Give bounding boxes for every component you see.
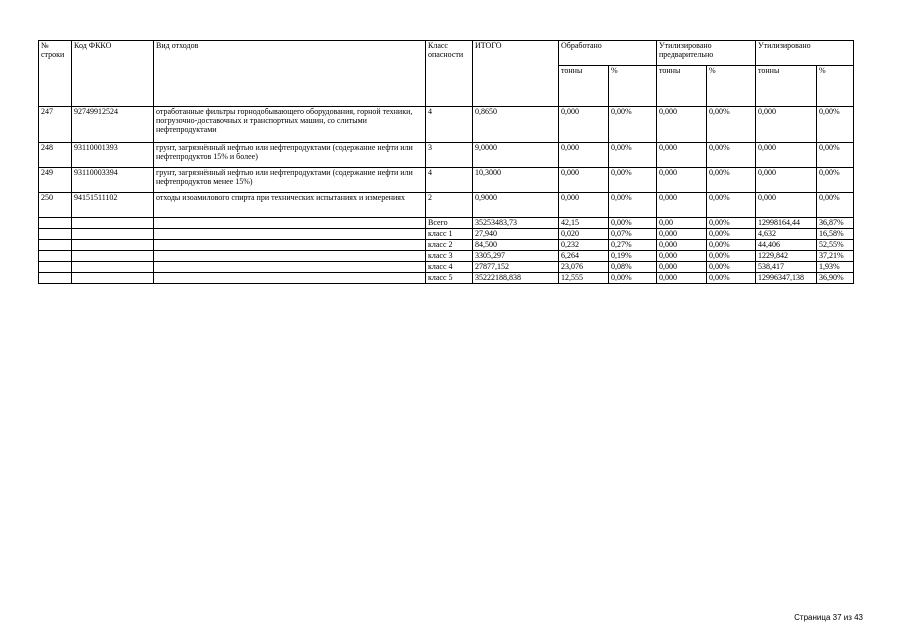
row-processed-tons: 0,000 bbox=[559, 143, 609, 168]
summary-processed-tons: 0,232 bbox=[559, 240, 609, 251]
summary-processed-pct: 0,00% bbox=[609, 273, 657, 284]
summary-util-tons: 12996347,138 bbox=[756, 273, 817, 284]
summary-pre-tons: 0,000 bbox=[657, 262, 707, 273]
row-processed-pct: 0,00% bbox=[609, 168, 657, 193]
summary-pre-pct: 0,00% bbox=[707, 262, 756, 273]
row-class: 4 bbox=[426, 107, 473, 143]
empty-cell bbox=[39, 240, 72, 251]
header-row bbox=[39, 41, 854, 66]
summary-util-tons: 12998164,44 bbox=[756, 218, 817, 229]
subheader-pct: % bbox=[707, 66, 756, 107]
summary-pre-tons: 0,000 bbox=[657, 273, 707, 284]
row-num: 247 bbox=[39, 107, 72, 143]
row-num: 249 bbox=[39, 168, 72, 193]
empty-cell bbox=[72, 251, 154, 262]
summary-processed-tons: 42,15 bbox=[559, 218, 609, 229]
row-util-tons: 0,000 bbox=[756, 193, 817, 218]
summary-pre-tons: 0,00 bbox=[657, 218, 707, 229]
summary-total: 27877,152 bbox=[473, 262, 559, 273]
empty-cell bbox=[39, 229, 72, 240]
summary-label: класс 2 bbox=[426, 240, 473, 251]
empty-cell bbox=[72, 262, 154, 273]
summary-total: 3305,297 bbox=[473, 251, 559, 262]
row-waste-name: отходы изоамилового спирта при технических испытаниях и измерениях bbox=[154, 193, 426, 218]
header-utilized-pre: Утилизировано предварительно bbox=[657, 41, 756, 66]
summary-util-pct: 1,93% bbox=[817, 262, 854, 273]
row-processed-tons: 0,000 bbox=[559, 193, 609, 218]
subheader-tons: тонны bbox=[559, 66, 609, 107]
summary-processed-pct: 0,08% bbox=[609, 262, 657, 273]
empty-cell bbox=[154, 229, 426, 240]
summary-row bbox=[39, 262, 854, 273]
row-processed-pct: 0,00% bbox=[609, 193, 657, 218]
waste-table bbox=[38, 40, 854, 284]
row-waste-name: грунт, загрязнённый нефтью или нефтепродуктами (содержание нефти или нефтепродуктов 15% и более) bbox=[154, 143, 426, 168]
summary-util-tons: 1229,842 bbox=[756, 251, 817, 262]
summary-processed-pct: 0,00% bbox=[609, 218, 657, 229]
row-util-tons: 0,000 bbox=[756, 168, 817, 193]
summary-processed-tons: 6,264 bbox=[559, 251, 609, 262]
empty-cell bbox=[154, 240, 426, 251]
summary-util-pct: 36,90% bbox=[817, 273, 854, 284]
summary-util-pct: 36,87% bbox=[817, 218, 854, 229]
row-pre-tons: 0,000 bbox=[657, 168, 707, 193]
summary-processed-tons: 0,020 bbox=[559, 229, 609, 240]
summary-pre-tons: 0,000 bbox=[657, 229, 707, 240]
row-processed-pct: 0,00% bbox=[609, 143, 657, 168]
summary-processed-tons: 23,076 bbox=[559, 262, 609, 273]
summary-label: класс 3 bbox=[426, 251, 473, 262]
summary-pre-pct: 0,00% bbox=[707, 229, 756, 240]
header-hazard-class: Класс опасности bbox=[426, 41, 473, 107]
row-class: 4 bbox=[426, 168, 473, 193]
summary-row bbox=[39, 251, 854, 262]
row-pre-tons: 0,000 bbox=[657, 193, 707, 218]
table-row bbox=[39, 143, 854, 168]
row-code: 93110003394 bbox=[72, 168, 154, 193]
empty-cell bbox=[154, 218, 426, 229]
summary-processed-pct: 0,27% bbox=[609, 240, 657, 251]
subheader-pct: % bbox=[609, 66, 657, 107]
empty-cell bbox=[154, 262, 426, 273]
empty-cell bbox=[39, 262, 72, 273]
empty-cell bbox=[39, 273, 72, 284]
row-pre-pct: 0,00% bbox=[707, 143, 756, 168]
empty-cell bbox=[154, 251, 426, 262]
summary-total: 35253483,73 bbox=[473, 218, 559, 229]
summary-label: Всего bbox=[426, 218, 473, 229]
header-processed: Обработано bbox=[559, 41, 657, 66]
subheader-tons: тонны bbox=[657, 66, 707, 107]
summary-pre-pct: 0,00% bbox=[707, 240, 756, 251]
row-total: 0,8650 bbox=[473, 107, 559, 143]
row-pre-tons: 0,000 bbox=[657, 143, 707, 168]
row-num: 250 bbox=[39, 193, 72, 218]
summary-util-tons: 538,417 bbox=[756, 262, 817, 273]
summary-processed-tons: 12,555 bbox=[559, 273, 609, 284]
row-total: 10,3000 bbox=[473, 168, 559, 193]
empty-cell bbox=[39, 251, 72, 262]
row-processed-tons: 0,000 bbox=[559, 107, 609, 143]
summary-total: 35222188,838 bbox=[473, 273, 559, 284]
summary-pre-tons: 0,000 bbox=[657, 251, 707, 262]
row-code: 93110001393 bbox=[72, 143, 154, 168]
summary-label: класс 5 bbox=[426, 273, 473, 284]
row-util-pct: 0,00% bbox=[817, 193, 854, 218]
header-num: № строки bbox=[39, 41, 72, 107]
summary-label: класс 1 bbox=[426, 229, 473, 240]
row-code: 92749912524 bbox=[72, 107, 154, 143]
empty-cell bbox=[72, 218, 154, 229]
empty-cell bbox=[39, 218, 72, 229]
summary-util-tons: 4,632 bbox=[756, 229, 817, 240]
table-row bbox=[39, 168, 854, 193]
row-pre-pct: 0,00% bbox=[707, 107, 756, 143]
summary-pre-pct: 0,00% bbox=[707, 251, 756, 262]
row-class: 3 bbox=[426, 143, 473, 168]
summary-pre-pct: 0,00% bbox=[707, 273, 756, 284]
row-pre-pct: 0,00% bbox=[707, 193, 756, 218]
empty-cell bbox=[72, 273, 154, 284]
row-total: 9,0000 bbox=[473, 143, 559, 168]
row-waste-name: грунт, загрязнённый нефтью или нефтепродуктами (содержание нефти или нефтепродуктов менее 15%) bbox=[154, 168, 426, 193]
row-class: 2 bbox=[426, 193, 473, 218]
row-util-pct: 0,00% bbox=[817, 143, 854, 168]
summary-util-pct: 37,21% bbox=[817, 251, 854, 262]
header-total: ИТОГО bbox=[473, 41, 559, 107]
summary-row bbox=[39, 273, 854, 284]
summary-label: класс 4 bbox=[426, 262, 473, 273]
summary-util-tons: 44,406 bbox=[756, 240, 817, 251]
empty-cell bbox=[72, 240, 154, 251]
header-utilized: Утилизировано bbox=[756, 41, 854, 66]
summary-pre-pct: 0,00% bbox=[707, 218, 756, 229]
row-processed-pct: 0,00% bbox=[609, 107, 657, 143]
summary-processed-pct: 0,19% bbox=[609, 251, 657, 262]
page-number: Страница 37 из 43 bbox=[794, 613, 863, 622]
row-util-pct: 0,00% bbox=[817, 107, 854, 143]
row-util-pct: 0,00% bbox=[817, 168, 854, 193]
table-row bbox=[39, 107, 854, 143]
summary-row bbox=[39, 218, 854, 229]
row-num: 248 bbox=[39, 143, 72, 168]
row-waste-name: отработанные фильтры горнодобывающего оборудования, горной техники, погрузочно-доставочных и транспортных машин, со слитыми нефтепродуктами bbox=[154, 107, 426, 143]
empty-cell bbox=[72, 229, 154, 240]
header-waste-type: Вид отходов bbox=[154, 41, 426, 107]
summary-row bbox=[39, 229, 854, 240]
row-util-tons: 0,000 bbox=[756, 107, 817, 143]
summary-total: 27,940 bbox=[473, 229, 559, 240]
header-code: Код ФККО bbox=[72, 41, 154, 107]
row-util-tons: 0,000 bbox=[756, 143, 817, 168]
table-row bbox=[39, 193, 854, 218]
subheader-tons: тонны bbox=[756, 66, 817, 107]
empty-cell bbox=[154, 273, 426, 284]
summary-total: 84,500 bbox=[473, 240, 559, 251]
row-code: 94151511102 bbox=[72, 193, 154, 218]
subheader-pct: % bbox=[817, 66, 854, 107]
row-processed-tons: 0,000 bbox=[559, 168, 609, 193]
summary-pre-tons: 0,000 bbox=[657, 240, 707, 251]
summary-row bbox=[39, 240, 854, 251]
row-pre-pct: 0,00% bbox=[707, 168, 756, 193]
summary-processed-pct: 0,07% bbox=[609, 229, 657, 240]
row-total: 0,9000 bbox=[473, 193, 559, 218]
summary-util-pct: 52,55% bbox=[817, 240, 854, 251]
summary-util-pct: 16,58% bbox=[817, 229, 854, 240]
row-pre-tons: 0,000 bbox=[657, 107, 707, 143]
